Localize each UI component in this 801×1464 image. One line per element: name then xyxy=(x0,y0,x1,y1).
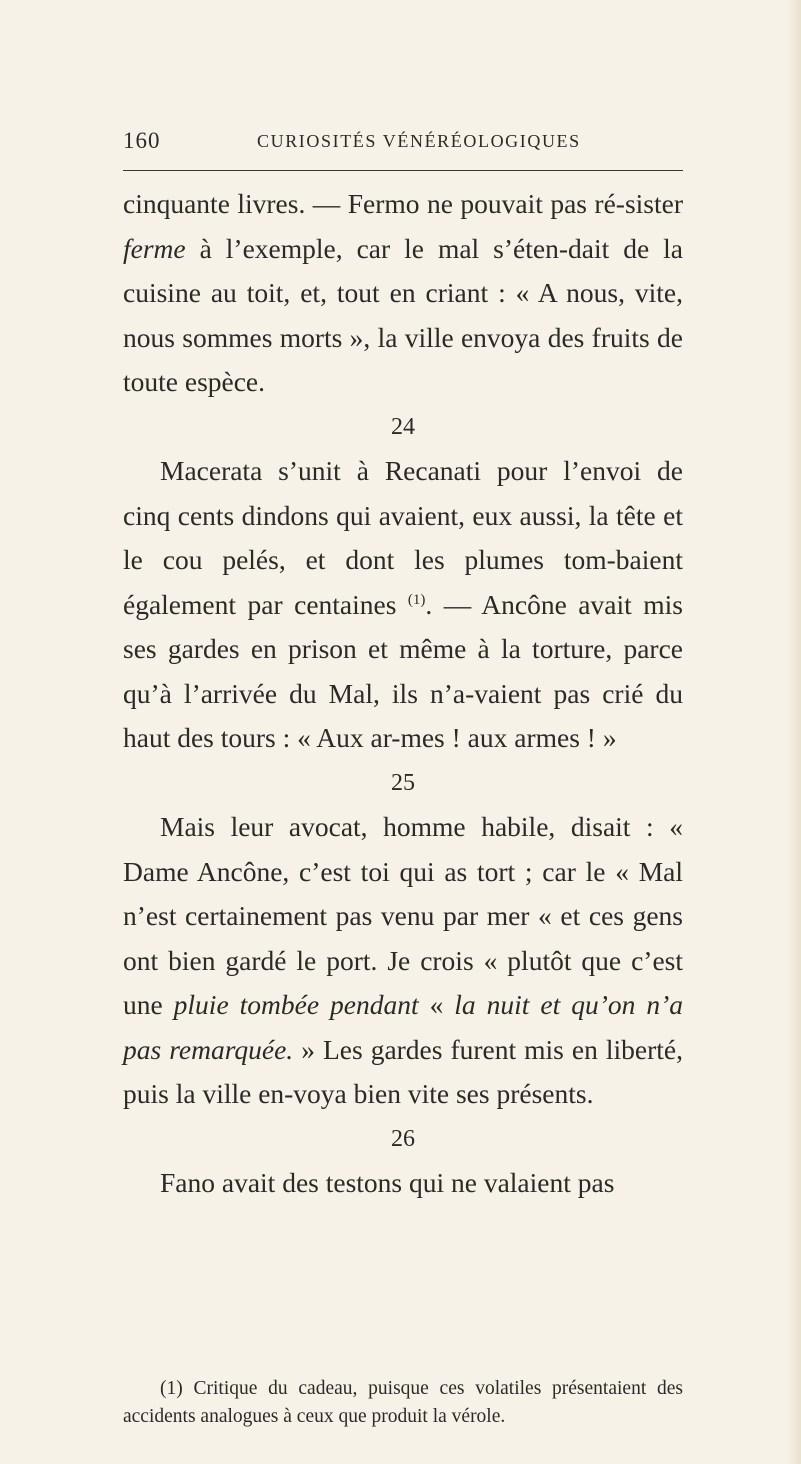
text-run: Mais leur avocat, homme habile, disait : « Dame Ancône, c’est toi qui as tort ; car le « Mal n’est certainement pas venu par mer « et ces gens ont bien gardé le port. Je crois « plutôt que c’est une xyxy=(123,811,683,1020)
footnote: (1) Critique du cadeau, puisque ces volatiles présentaient des accidents analogues à ceux que produit la vérole. xyxy=(123,1378,683,1427)
footnote-reference: (1) xyxy=(407,591,426,608)
running-title: CURIOSITÉS VÉNÉRÉOLOGIQUES xyxy=(257,131,581,151)
text-run: Macerata s’unit à Recanati pour l’envoi de cinq cents dindons qui avaient, eux aussi, la tête et le cou pelés, et dont les plumes tom-baient également par centaines xyxy=(123,455,683,620)
italic-text: pluie tombée pendant xyxy=(173,989,419,1020)
page-number: 160 xyxy=(123,128,161,153)
text-run: cinquante livres. — Fermo ne pouvait pas ré-sister xyxy=(123,188,683,219)
text-run: à l’exemple, car le mal s’éten-dait de la cuisine au toit, et, tout en criant : « A nous, vite, nous sommes morts », la ville envoya des fruits de toute espèce. xyxy=(123,232,683,397)
header-rule xyxy=(123,170,683,171)
paragraph xyxy=(123,805,683,1117)
section-number: 25 xyxy=(391,769,415,796)
main-text xyxy=(123,182,683,1206)
footnotes xyxy=(123,1375,683,1431)
text-run: . — Ancône avait mis ses gardes en prison et même à la torture, parce qu’à l’arrivée du Mal, ils n’a-vaient pas crié du haut des tours : « Aux ar-mes ! aux armes ! » xyxy=(123,588,683,753)
italic-text: la nuit et qu’on n’a pas remarquée. xyxy=(123,989,683,1065)
page-edge-shadow xyxy=(787,0,801,1464)
italic-text: ferme xyxy=(123,232,186,264)
paragraph xyxy=(123,449,683,761)
paragraph xyxy=(123,1161,683,1206)
text-run: Fano avait des testons qui ne valaient pas xyxy=(160,1167,615,1198)
paragraph xyxy=(123,182,683,405)
text-run: » Les gardes furent mis en liberté, puis la ville en-voya bien vite ses présents. xyxy=(123,1033,683,1109)
running-head xyxy=(123,128,683,158)
text-run: « xyxy=(418,989,455,1020)
section-number: 24 xyxy=(391,413,415,440)
section-number: 26 xyxy=(391,1125,415,1152)
